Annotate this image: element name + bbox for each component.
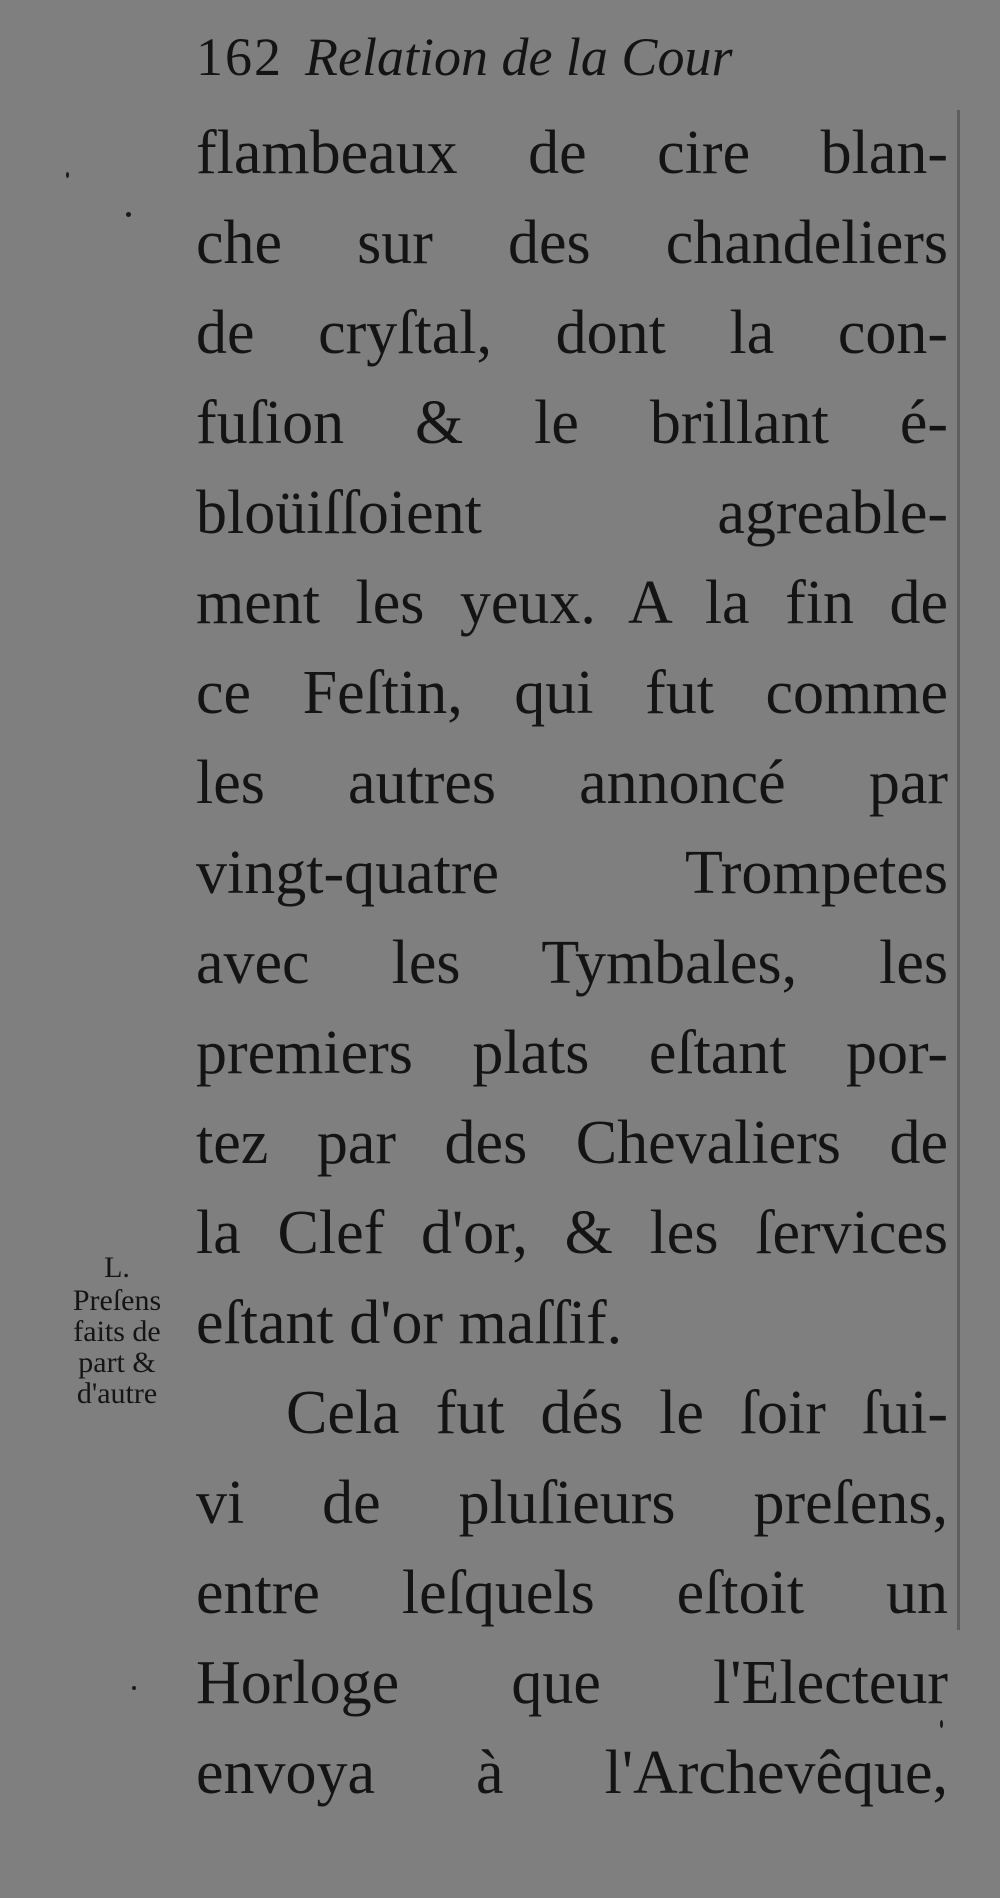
text-line: premiers plats eſtant por- <box>196 1019 948 1087</box>
text-line: vingt-quatre Trompetes <box>196 839 948 907</box>
text-line: che sur des chandeliers <box>196 209 948 277</box>
margin-note-number: L. <box>104 1251 130 1284</box>
margin-note-line: faits de <box>73 1315 161 1348</box>
page-number: 162 <box>196 27 283 87</box>
text-line: entre leſquels eſtoit un <box>196 1559 948 1627</box>
text-line: vi de pluſieurs preſens, <box>196 1469 948 1537</box>
text-line: bloüiſſoient agreable- <box>196 479 948 547</box>
margin-note-line: d'autre <box>76 1377 158 1410</box>
margin-note <box>44 1252 190 1409</box>
text-line: de cryſtal, dont la con- <box>196 299 948 367</box>
text-line: fuſion & le brillant é- <box>196 389 948 457</box>
margin-note-line: part & <box>78 1346 156 1379</box>
page-header <box>196 27 733 87</box>
gutter-shadow <box>957 110 960 1630</box>
text-line: les autres annoncé par <box>196 749 948 817</box>
margin-note-line: Preſens <box>72 1284 162 1317</box>
ink-speck <box>126 212 131 217</box>
paragraph-end-line: eſtant d'or maſſif. <box>196 1289 623 1357</box>
paragraph-start-line: Cela fut dés le ſoir ſui- <box>286 1379 948 1447</box>
ink-speck <box>66 172 69 178</box>
text-line: ment les yeux. A la fin de <box>196 569 948 637</box>
running-title: Relation de la Cour <box>305 27 733 87</box>
text-line: envoya à l'Archevêque, <box>196 1739 948 1807</box>
body-text <box>196 108 948 1818</box>
text-line: Horloge que l'Electeur <box>196 1649 948 1717</box>
text-line: ce Feſtin, qui fut comme <box>196 659 948 727</box>
ink-speck <box>940 1720 943 1728</box>
text-line: avec les Tymbales, les <box>196 929 948 997</box>
text-line: la Clef d'or, & les ſervices <box>196 1199 948 1267</box>
ink-speck <box>132 1686 136 1690</box>
text-line: flambeaux de cire blan- <box>196 119 948 187</box>
text-line: tez par des Chevaliers de <box>196 1109 948 1177</box>
